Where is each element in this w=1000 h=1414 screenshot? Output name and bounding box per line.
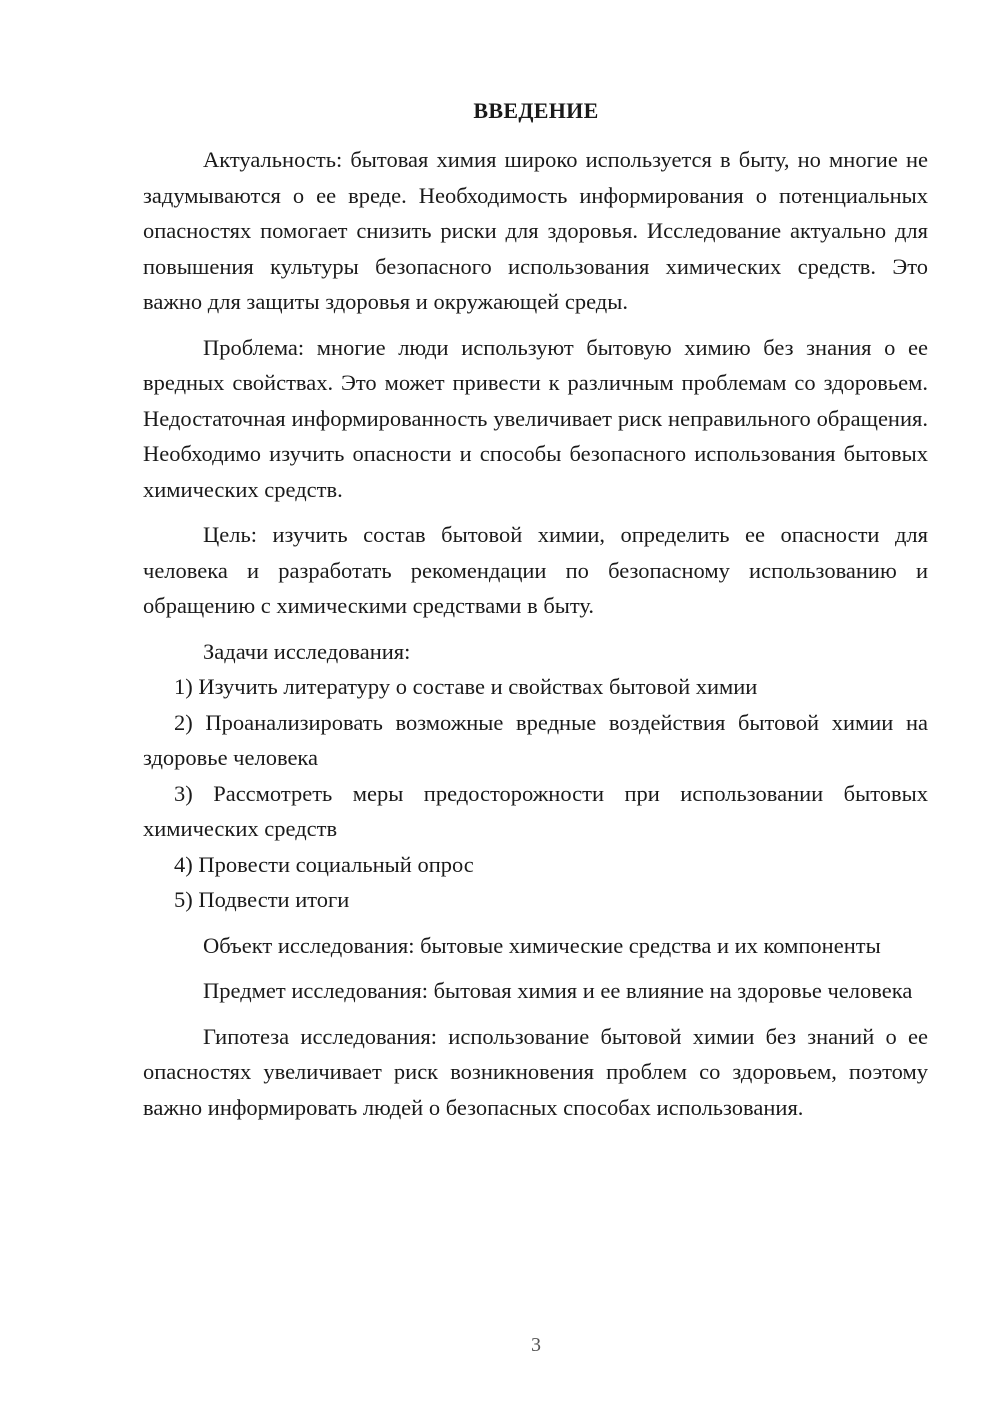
relevance-paragraph: Актуальность: бытовая химия широко используется в быту, но многие не задумываются о ее вреде. Необходимость информирования о потенциальных опасностях помогает снизить риски для здоровья. Исследование актуально для повышения культуры безопасного использования химических средств. Это важно для защиты здоровья и окружающей среды. — [143, 147, 928, 314]
subject-paragraph: Предмет исследования: бытовая химия и ее влияние на здоровье человека — [203, 978, 913, 1003]
hypothesis-paragraph: Гипотеза исследования: использование бытовой химии без знаний о ее опасностях увеличивает риск возникновения проблем со здоровьем, поэтому важно информировать людей о безопасных способах использования. — [143, 1023, 928, 1120]
section-title: ВВЕДЕНИЕ — [473, 98, 599, 123]
task-item-4: 4) Провести социальный опрос — [174, 851, 474, 877]
document-body — [143, 142, 928, 1125]
task-item-3: 3) Рассмотреть меры предосторожности при использовании бытовых химических средств — [143, 780, 928, 841]
page-number: 3 — [531, 1334, 541, 1356]
task-item-1: 1) Изучить литературу о составе и свойствах бытовой химии — [174, 674, 758, 699]
goal-paragraph: Цель: изучить состав бытовой химии, определить ее опасности для человека и разработать рекомендации по безопасному использованию и обращению с химическими средствами в быту. — [143, 522, 928, 618]
object-paragraph: Объект исследования: бытовые химические средства и их компоненты — [203, 932, 881, 958]
task-item-5: 5) Подвести итоги — [174, 887, 350, 912]
tasks-heading: Задачи исследования: — [203, 638, 411, 664]
problem-paragraph: Проблема: многие люди используют бытовую химию без знания о ее вредных свойствах. Это может привести к различным проблемам со здоровьем. Недостаточная информированность увеличивает риск неправильного обращения. Необходимо изучить опасности и способы безопасного использования бытовых химических средств. — [143, 334, 928, 502]
task-item-2: 2) Проанализировать возможные вредные воздействия бытовой химии на здоровье человека — [143, 709, 928, 770]
